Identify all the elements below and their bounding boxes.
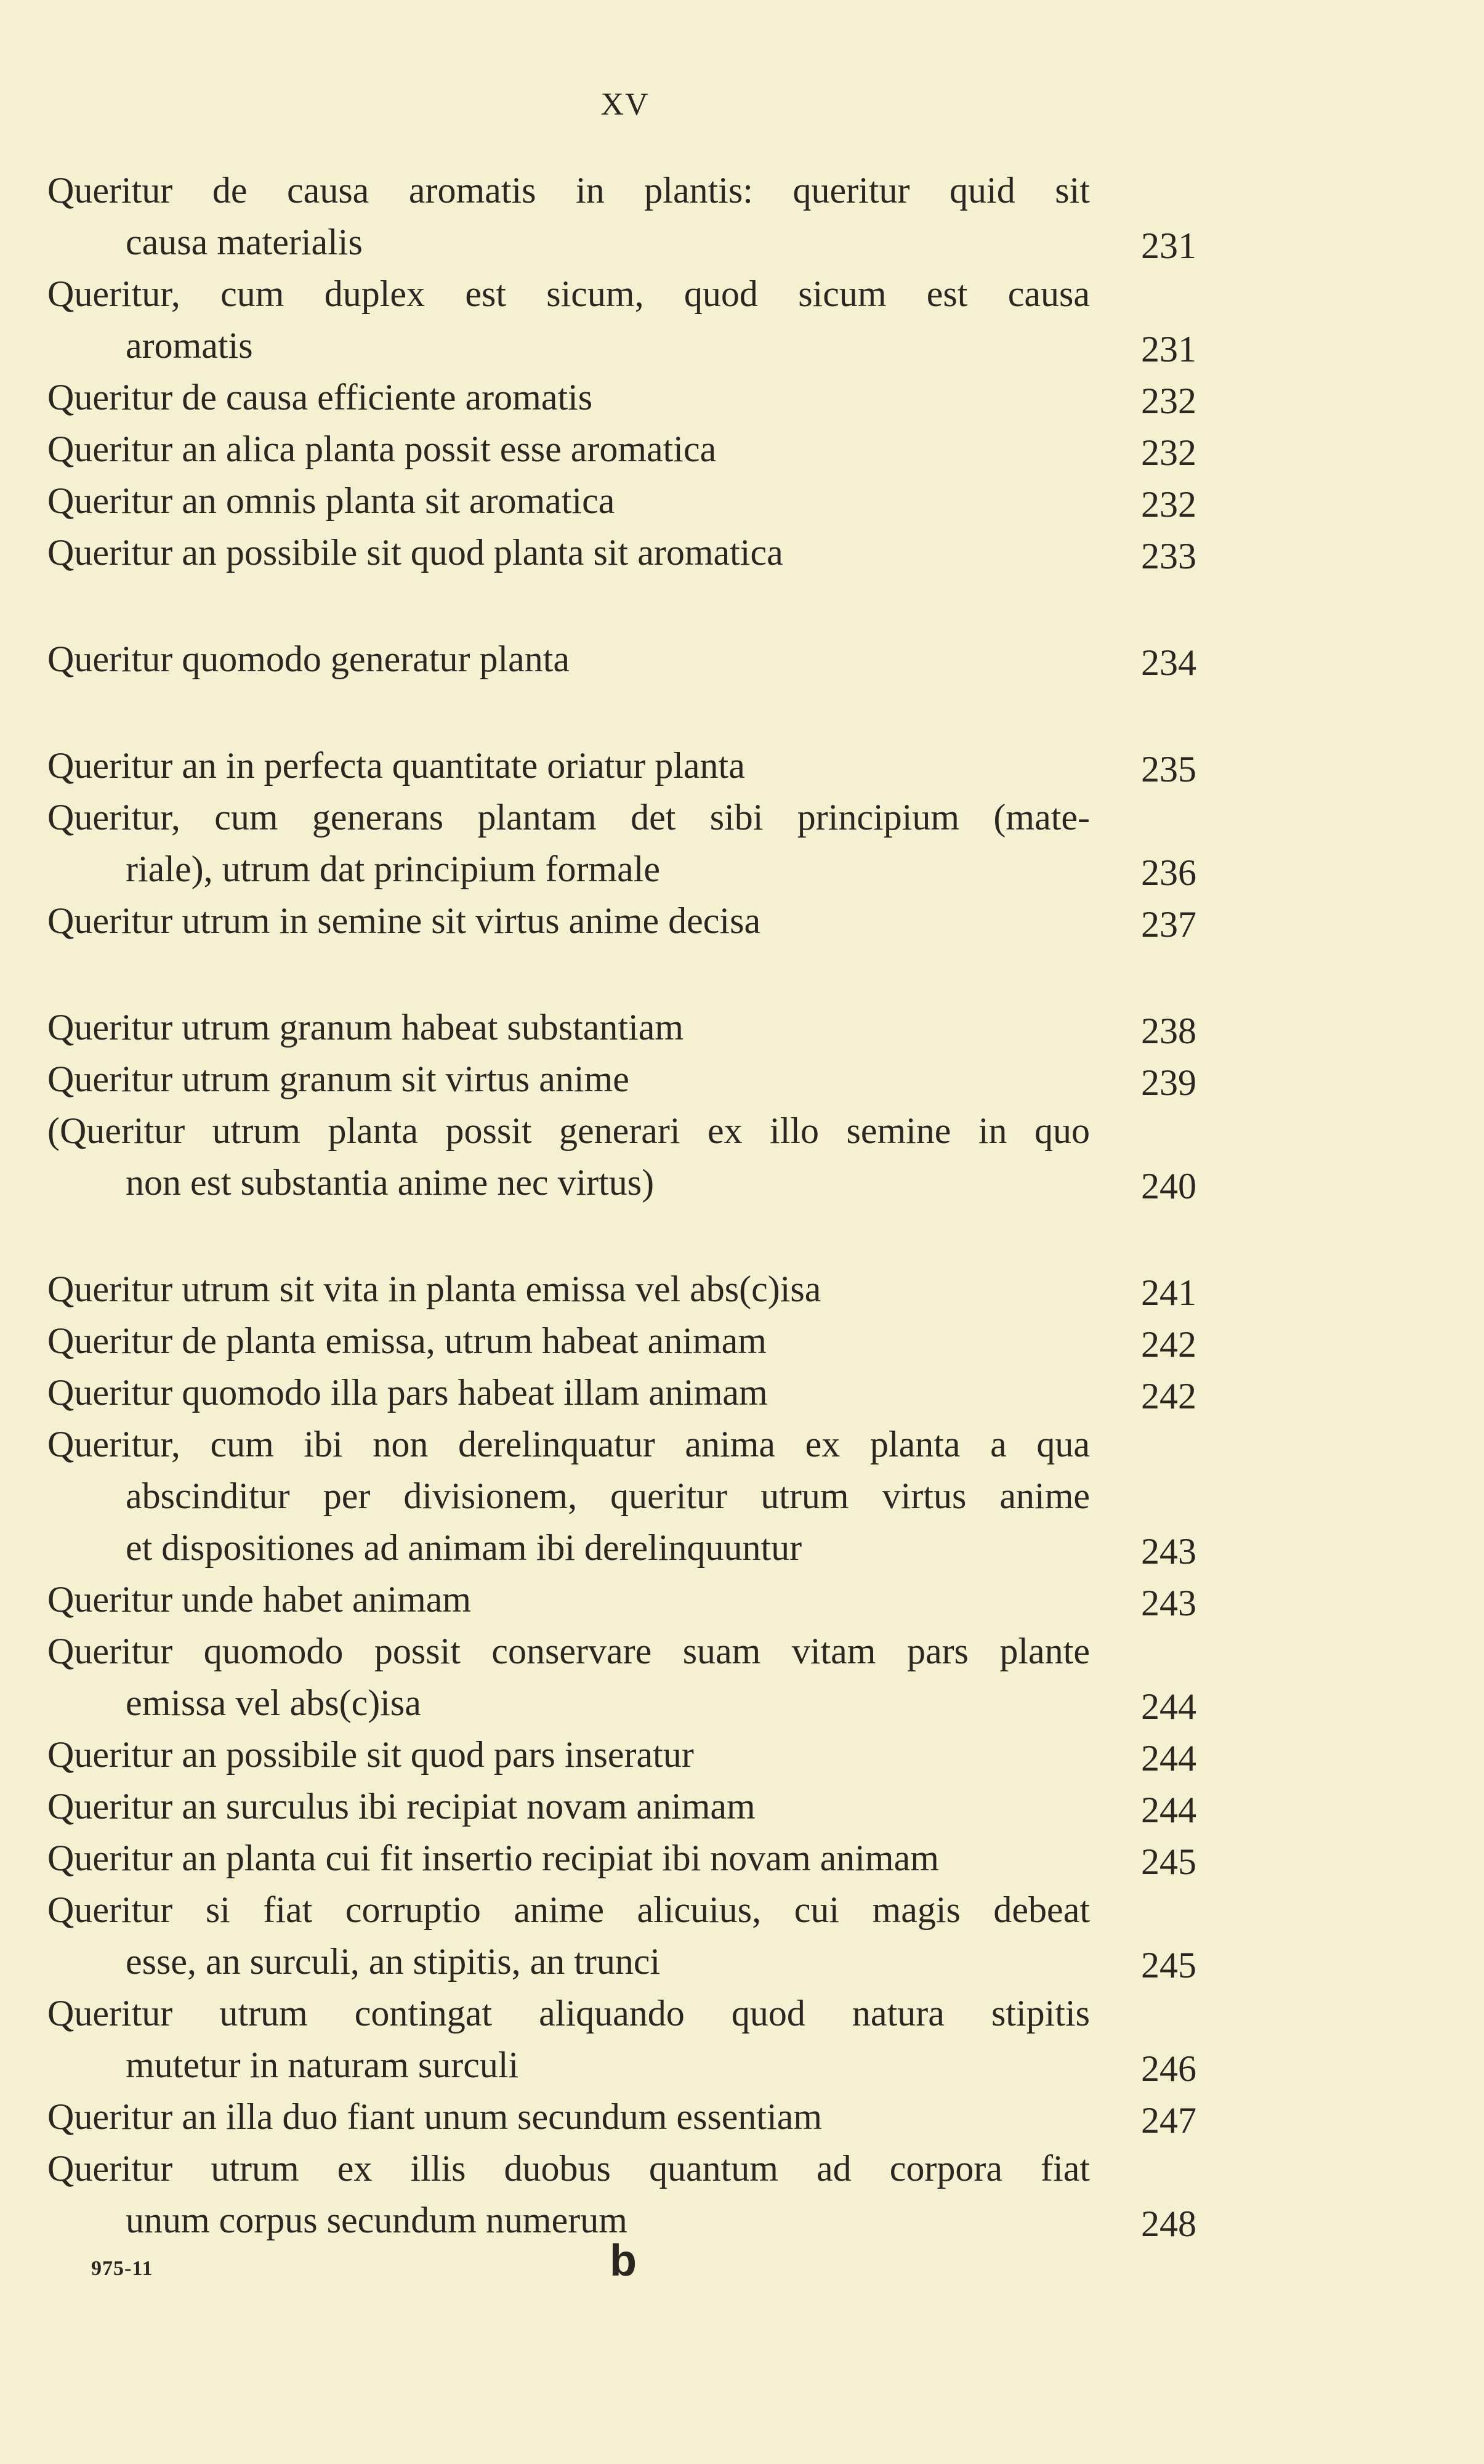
toc-section [47,1263,1217,2246]
toc-entry [47,740,1217,791]
toc-page-number: 232 [1141,484,1196,525]
toc-entry-text: Queritur utrum in semine sit virtus anime decisa [47,900,761,941]
toc-entry-text: Queritur an possibile sit quod pars inseratur [47,1734,694,1775]
toc-entry [47,1625,1217,1729]
toc-entry-text: Queritur an alica planta possit esse aromatica [47,429,717,469]
toc-entry-line [47,1105,1217,1157]
toc-entry-line [47,791,1217,843]
toc-entry-line [47,164,1217,216]
toc-entry [47,371,1217,423]
toc-page-number: 245 [1141,1945,1196,1985]
toc-entry-line [47,2091,1217,2143]
toc-page-number: 232 [1141,381,1196,421]
toc-entry-line [47,1470,1217,1522]
toc-entry-line [47,1677,1217,1729]
toc-entry-line [47,1315,1217,1367]
toc-entry-line [47,1729,1217,1780]
toc-entry-text: Queritur utrum contingat aliquando quod natura stipitis [47,1993,1090,2034]
toc-page-number: 235 [1141,749,1196,790]
toc-page-number: 238 [1141,1011,1196,1051]
toc-section [47,633,1217,685]
toc-entry-text: Queritur quomodo illa pars habeat illam animam [47,1372,768,1413]
toc-entry-text: Queritur utrum sit vita in planta emissa vel abs(c)isa [47,1269,821,1309]
toc-entry-text: Queritur utrum granum habeat substantiam [47,1007,684,1048]
toc-entry-text: riale), utrum dat principium formale [126,849,661,889]
toc-entry-line [47,1573,1217,1625]
toc-entry-text: unum corpus secundum numerum [126,2200,627,2240]
toc-page-number: 234 [1141,642,1196,683]
toc-entry-text: Queritur si fiat corruptio anime alicuius, cui magis debeat [47,1889,1090,1930]
toc-entry-text: Queritur an in perfecta quantitate oriatur planta [47,745,745,786]
toc-entry [47,791,1217,895]
toc-entry [47,1105,1217,1208]
toc-entry-text: Queritur de causa efficiente aromatis [47,377,593,418]
toc-entry-text: Queritur an planta cui fit insertio recipiat ibi novam animam [47,1838,939,1878]
toc-entry [47,1001,1217,1053]
toc-entry-line [47,1157,1217,1208]
toc-entry-line [47,527,1217,578]
toc-entry-line [47,1987,1217,2039]
toc-entry-text: Queritur, cum duplex est sicum, quod sicum est causa [47,273,1090,314]
toc-entry [47,527,1217,578]
toc-entry-text: Queritur utrum ex illis duobus quantum ad corpora fiat [47,2148,1090,2189]
toc-entry-text: Queritur quomodo generatur planta [47,639,570,679]
toc-page-number: 240 [1141,1166,1196,1206]
toc-entry-text: Queritur quomodo possit conservare suam vitam pars plante [47,1631,1090,1671]
toc-entry [47,1832,1217,1884]
toc-section [47,1001,1217,1208]
toc-entry-line [47,1418,1217,1470]
toc-entry [47,475,1217,527]
toc-entry-line [47,1522,1217,1573]
toc-entry-line [47,1053,1217,1105]
toc-entry-text: Queritur de causa aromatis in plantis: queritur quid sit [47,170,1090,211]
toc-entry [47,895,1217,947]
toc-entry-line [47,895,1217,947]
page-header-numeral: XV [600,87,650,122]
toc-entry-line [47,475,1217,527]
toc-entry [47,633,1217,685]
toc-entry [47,1367,1217,1418]
toc-entry-text: esse, an surculi, an stipitis, an trunci [126,1941,661,1982]
toc-entry-text: abscinditur per divisionem, queritur utrum virtus anime [126,1476,1090,1516]
toc-page-number: 242 [1141,1376,1196,1416]
toc-entry-line [47,216,1217,268]
toc-page-number: 244 [1141,1790,1196,1830]
toc-entry [47,1729,1217,1780]
printer-signature-mark: 975-11 [91,2257,153,2280]
toc-section [47,164,1217,578]
toc-page-number: 232 [1141,432,1196,473]
toc-entry [47,1780,1217,1832]
toc-entry-text: Queritur, cum ibi non derelinquatur anima ex planta a qua [47,1424,1090,1464]
toc-entry-line [47,371,1217,423]
toc-entry-line [47,1625,1217,1677]
toc-entry [47,423,1217,475]
toc-entry [47,1884,1217,1987]
toc-page-number: 243 [1141,1583,1196,1623]
toc-entry [47,1053,1217,1105]
toc-entry [47,164,1217,268]
toc-entry-text: mutetur in naturam surculi [126,2045,519,2085]
toc-entry-text: Queritur an omnis planta sit aromatica [47,480,615,521]
toc-page-number: 239 [1141,1062,1196,1103]
toc-entry-line [47,1001,1217,1053]
toc-page-number: 237 [1141,904,1196,945]
toc-page-number: 243 [1141,1531,1196,1572]
toc-entry-text: Queritur, cum generans plantam det sibi principium (mate- [47,797,1090,838]
toc-entry-text: Queritur an surculus ibi recipiat novam animam [47,1786,756,1827]
table-of-contents [47,164,1217,2246]
toc-entry-line [47,1780,1217,1832]
toc-page-number: 244 [1141,1686,1196,1727]
toc-entry-text: emissa vel abs(c)isa [126,1682,421,1723]
toc-entry [47,2143,1217,2246]
toc-entry [47,268,1217,371]
toc-entry-line [47,1367,1217,1418]
toc-entry-text: et dispositiones ad animam ibi derelinquuntur [126,1527,802,1568]
toc-entry [47,1418,1217,1573]
toc-entry-line [47,423,1217,475]
toc-entry-text: Queritur unde habet animam [47,1579,472,1620]
toc-entry-line [47,1884,1217,1936]
toc-page-number: 248 [1141,2203,1196,2244]
toc-entry [47,2091,1217,2143]
toc-entry-line [47,1936,1217,1987]
toc-entry-line [47,2039,1217,2091]
toc-page-number: 247 [1141,2100,1196,2141]
toc-page-number: 241 [1141,1272,1196,1313]
toc-entry-line [47,740,1217,791]
toc-entry-text: (Queritur utrum planta possit generari ex illo semine in quo [47,1110,1090,1151]
toc-entry [47,1573,1217,1625]
gathering-letter: b [610,2236,637,2285]
toc-entry-text: causa materialis [126,222,363,262]
toc-entry-line [47,320,1217,371]
toc-entry-text: non est substantia anime nec virtus) [126,1162,655,1203]
toc-entry [47,1263,1217,1315]
toc-page-number: 242 [1141,1324,1196,1365]
toc-entry [47,1315,1217,1367]
toc-page-number: 231 [1141,225,1196,266]
toc-entry-text: Queritur utrum granum sit virtus anime [47,1059,629,1099]
toc-entry-line [47,1832,1217,1884]
toc-page-number: 245 [1141,1841,1196,1882]
toc-page-number: 231 [1141,329,1196,370]
toc-entry-text: Queritur de planta emissa, utrum habeat animam [47,1320,767,1361]
toc-page-number: 236 [1141,852,1196,893]
toc-entry-text: aromatis [126,325,253,366]
toc-entry-line [47,843,1217,895]
toc-page-number: 244 [1141,1738,1196,1779]
toc-section [47,740,1217,947]
toc-entry-line [47,2143,1217,2194]
toc-entry-text: Queritur an illa duo fiant unum secundum essentiam [47,2096,823,2137]
toc-entry-text: Queritur an possibile sit quod planta sit aromatica [47,532,783,573]
toc-entry-line [47,1263,1217,1315]
toc-page-number: 233 [1141,536,1196,576]
toc-entry-line [47,268,1217,320]
toc-entry-line [47,633,1217,685]
toc-entry [47,1987,1217,2091]
toc-page-number: 246 [1141,2048,1196,2089]
